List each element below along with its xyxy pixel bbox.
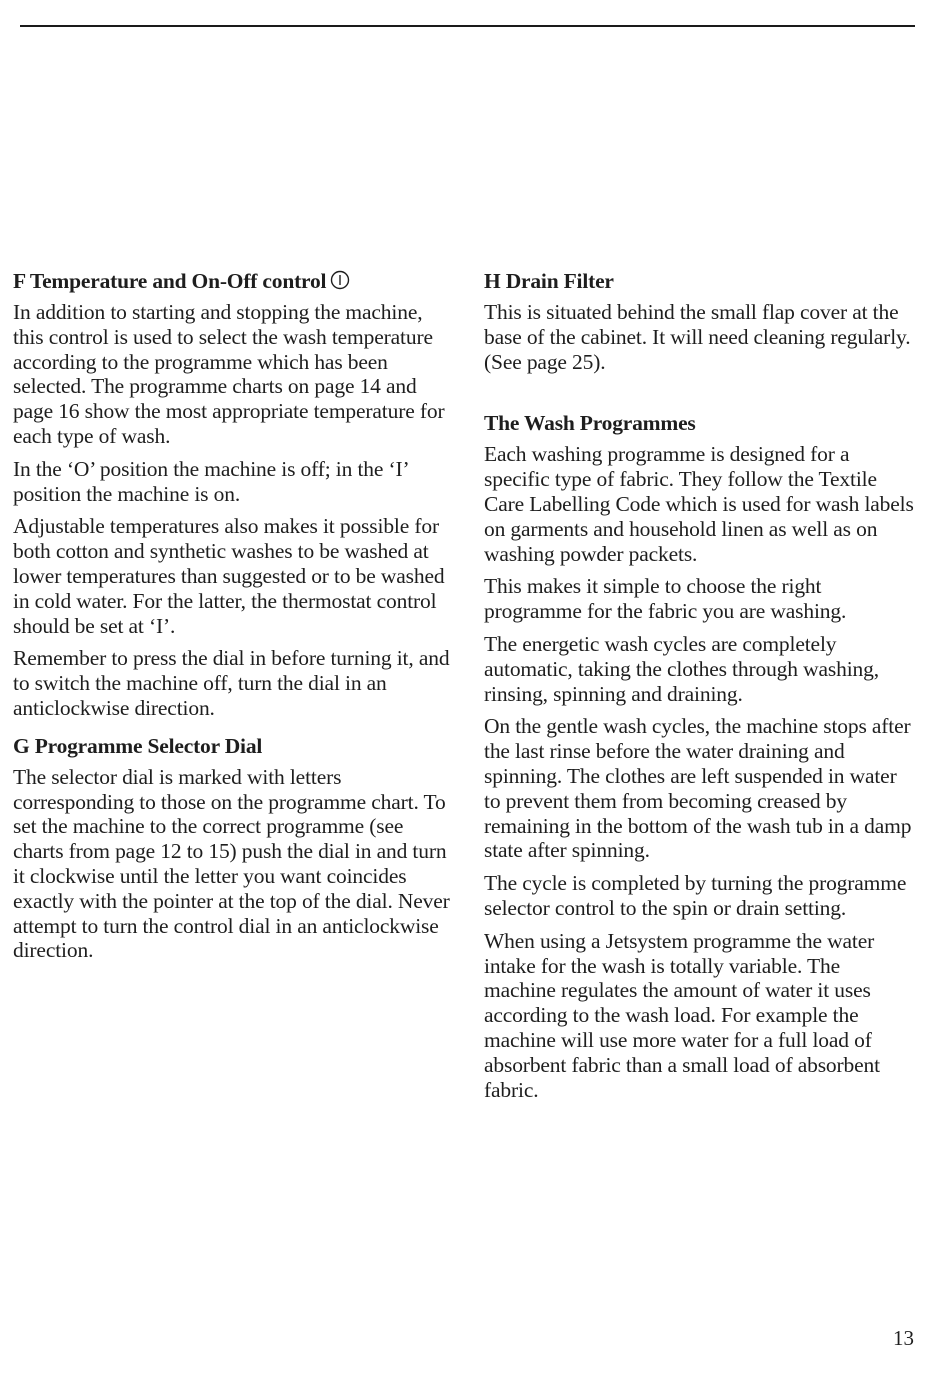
top-rule bbox=[20, 25, 915, 27]
wash-paragraph-5: The cycle is completed by turning the programme selector control to the spin or drain setting. bbox=[484, 871, 907, 920]
section-g-paragraph-1: The selector dial is marked with letters corresponding to those on the programme chart. To set the machine to the correct programme (see charts from page 12 to 15) push the dial in and turn it clockwise until the letter you want coincides exactly with the pointer at the top of the dial. Never attempt to turn the control dial in an anticlockwise direction. bbox=[13, 764, 450, 963]
wash-paragraph-4: On the gentle wash cycles, the machine stops after the last rinse before the water draining and spinning. The clothes are left suspended in water to prevent them from becoming creased by remaining in the bottom of the wash tub in a damp state after spinning. bbox=[484, 714, 912, 863]
wash-paragraph-6: When using a Jetsystem programme the water intake for the wash is totally variable. The machine regulates the amount of water it uses according to the wash load. For example the machine will use more water for a full load of absorbent fabric than a small load of absorbent fabric. bbox=[484, 928, 880, 1102]
section-h-paragraph-1: This is situated behind the small flap cover at the base of the cabinet. It will need cleaning regularly. (See page 25). bbox=[484, 300, 911, 374]
left-column bbox=[13, 268, 453, 971]
wash-programmes-heading: The Wash Programmes bbox=[484, 411, 696, 436]
power-icon bbox=[330, 270, 350, 290]
wash-paragraph-1: Each washing programme is designed for a specific type of fabric. They follow the Textile Care Labelling Code which is used for wash labels on garments and household linen as well as on washing powder packets. bbox=[484, 442, 914, 566]
wash-paragraph-2: This makes it simple to choose the right programme for the fabric you are washing. bbox=[484, 574, 847, 624]
section-f-heading: F Temperature and On-Off control bbox=[13, 268, 453, 294]
section-f-paragraph-2: In the ‘O’ position the machine is off; in the ‘I’ position the machine is on. bbox=[13, 456, 408, 506]
wash-paragraph-3: The energetic wash cycles are completely automatic, taking the clothes through washing, rinsing, spinning and draining. bbox=[484, 631, 879, 706]
section-g-heading: G Programme Selector Dial bbox=[13, 733, 263, 758]
section-f-paragraph-1: In addition to starting and stopping the machine, this control is used to select the wash temperature according to the programme which has been selected. The programme charts on page 14 and page 16 show the most appropriate temperature for each type of wash. bbox=[13, 300, 445, 448]
page-number: 13 bbox=[893, 1326, 914, 1350]
right-column bbox=[484, 268, 916, 1110]
section-f-paragraph-3: Adjustable temperatures also makes it possible for both cotton and synthetic washes to be washed at lower temperatures than suggested or to be washed in cold water. For the latter, the thermostat control should be set at ‘I’. bbox=[13, 514, 445, 638]
section-f-paragraph-4: Remember to press the dial in before turning it, and to switch the machine off, turn the dial in an anticlockwise direction. bbox=[13, 646, 450, 720]
section-h-heading: H Drain Filter bbox=[484, 269, 614, 293]
